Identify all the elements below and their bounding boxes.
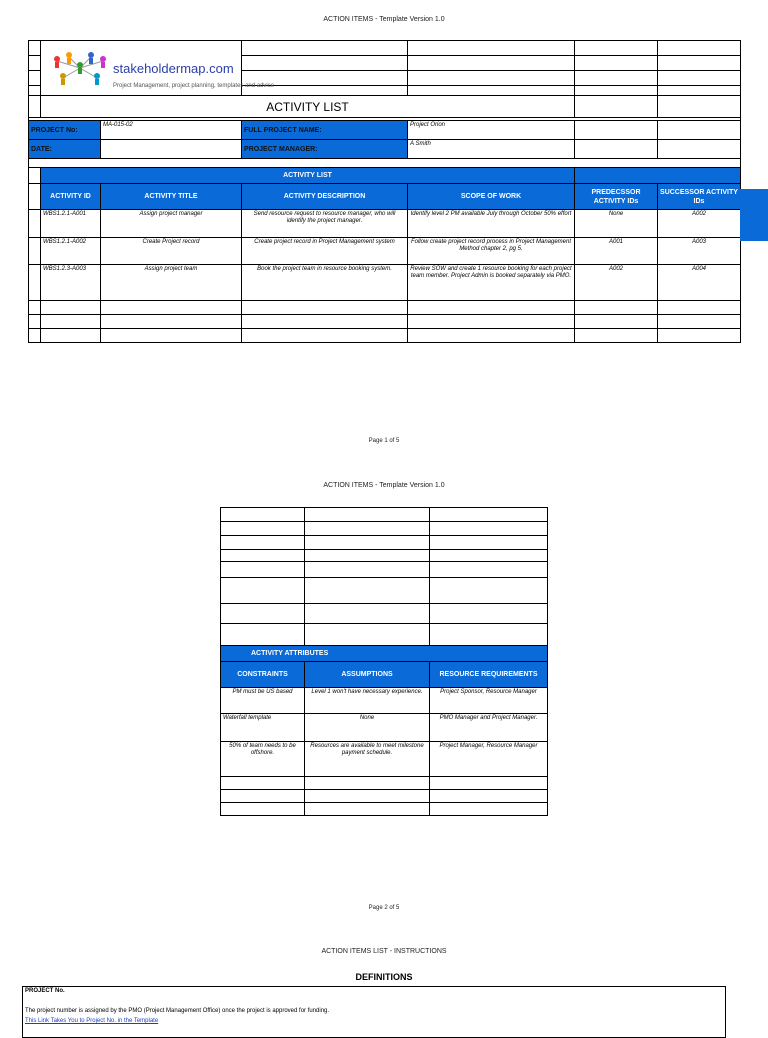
date-value[interactable] (101, 140, 242, 159)
table-row (29, 210, 741, 238)
project-manager-label: PROJECT MANAGER: (242, 140, 408, 159)
page-number: Page 1 of 5 (368, 438, 400, 444)
table-row (221, 714, 548, 742)
constraint-cell[interactable]: Waterfall template (221, 714, 305, 742)
table-row (221, 688, 548, 714)
logo-area (41, 41, 275, 96)
successor-cell[interactable]: A002 (658, 210, 741, 238)
logo-text: stakeholdermap.com (113, 61, 234, 76)
full-project-name-label: FULL PROJECT NAME: (242, 121, 408, 140)
predecessor-cell[interactable]: None (575, 210, 658, 238)
logo-tagline: Project Management, project planning, templates and advice (113, 83, 275, 89)
table-row (29, 265, 741, 301)
activity-title-cell[interactable]: Create Project record (101, 238, 242, 265)
predecessor-cell[interactable]: A002 (575, 265, 658, 301)
stakeholder-people-icon (49, 51, 111, 85)
constraint-cell[interactable]: 50% of team needs to be offshore. (221, 742, 305, 777)
resource-cell[interactable]: PMO Manager and Project Manager. (430, 714, 548, 742)
scope-of-work-cell[interactable]: Follow create project record process in Project Management Method chapter 2, pg 5. (408, 238, 575, 265)
project-no-label: PROJECT No: (29, 121, 101, 140)
project-manager-value[interactable]: A Smith (408, 140, 575, 159)
col-successor-ids: SUCCESSOR ACTIVITY IDs (658, 184, 741, 210)
activity-attributes-sheet (220, 507, 548, 816)
definitions-title: DEFINITIONS (355, 972, 413, 982)
activity-id-cell[interactable]: WBS1.2.1-A002 (41, 238, 101, 265)
project-no-value[interactable]: MA-015-02 (101, 121, 242, 140)
activity-description-cell[interactable]: Create project record in Project Management system (242, 238, 408, 265)
predecessor-cell[interactable]: A001 (575, 238, 658, 265)
col-activity-description: ACTIVITY DESCRIPTION (242, 184, 408, 210)
page-header: ACTION ITEMS LIST - INSTRUCTIONS (321, 948, 447, 955)
assumption-cell[interactable]: Level 1 won't have necessary experience. (305, 688, 430, 714)
definitions-box (22, 986, 726, 1038)
activity-list-section-title: ACTIVITY LIST (41, 168, 575, 184)
col-scope-of-work: SCOPE OF WORK (408, 184, 575, 210)
col-constraints: CONSTRAINTS (221, 662, 305, 688)
project-no-heading: PROJECT No. (25, 988, 65, 994)
activity-attributes-title: ACTIVITY ATTRIBUTES (221, 646, 548, 662)
col-predecessor-ids: PREDECSSOR ACTIVITY IDs (575, 184, 658, 210)
activity-id-cell[interactable]: WBS1.2.1-A001 (41, 210, 101, 238)
project-no-definition: The project number is assigned by the PMO (Project Management Office) once the project is approved for funding. (25, 1008, 330, 1014)
project-no-link[interactable]: This Link Takes You to Project No. in the Template (25, 1018, 159, 1024)
page-number: Page 2 of 5 (368, 905, 400, 911)
assumption-cell[interactable]: Resources are available to meet milestone payment schedule. (305, 742, 430, 777)
page-header: ACTION ITEMS - Template Version 1.0 (323, 16, 445, 23)
date-label: DATE: (29, 140, 101, 159)
col-assumptions: ASSUMPTIONS (305, 662, 430, 688)
table-row (221, 742, 548, 777)
constraint-cell[interactable]: PM must be US based (221, 688, 305, 714)
activity-title-cell[interactable]: Assign project team (101, 265, 242, 301)
successor-cell[interactable]: A004 (658, 265, 741, 301)
activity-title-cell[interactable]: Assign project manager (101, 210, 242, 238)
activity-description-cell[interactable]: Book the project team in resource booking system. (242, 265, 408, 301)
page-header: ACTION ITEMS - Template Version 1.0 (323, 482, 445, 489)
full-project-name-value[interactable]: Project Orion (408, 121, 575, 140)
col-resource-requirements: RESOURCE REQUIREMENTS (430, 662, 548, 688)
scope-of-work-cell[interactable]: Identify level 2 PM available July through October 50% effort (408, 210, 575, 238)
activity-description-cell[interactable]: Send resource request to resource manager, who will identify the project manager. (242, 210, 408, 238)
col-activity-title: ACTIVITY TITLE (101, 184, 242, 210)
assumption-cell[interactable]: None (305, 714, 430, 742)
col-activity-id: ACTIVITY ID (41, 184, 101, 210)
activity-id-cell[interactable]: WBS1.2.3-A003 (41, 265, 101, 301)
scope-of-work-cell[interactable]: Review SOW and create 1 resource booking for each project team member. Project Admin is booked separately via PMO. (408, 265, 575, 301)
activity-list-sheet (28, 40, 741, 343)
resource-cell[interactable]: Project Sponsor, Resource Manager (430, 688, 548, 714)
table-row (29, 238, 741, 265)
resource-cell[interactable]: Project Manager, Resource Manager (430, 742, 548, 777)
header-overflow-band (740, 189, 768, 241)
successor-cell[interactable]: A003 (658, 238, 741, 265)
activity-list-title: ACTIVITY LIST (41, 96, 575, 118)
